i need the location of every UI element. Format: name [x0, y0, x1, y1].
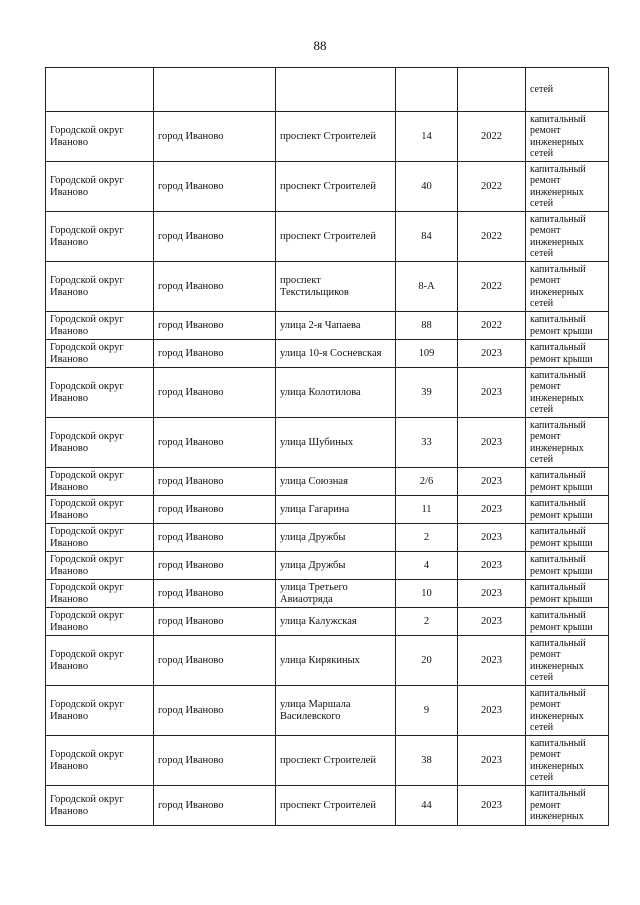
cell-city: город Иваново	[154, 418, 276, 468]
cell-year: 2023	[458, 608, 526, 636]
cell-work-type: сетей	[526, 68, 609, 112]
cell-street	[276, 68, 396, 112]
cell-city: город Иваново	[154, 340, 276, 368]
cell-city: город Иваново	[154, 368, 276, 418]
cell-work-type: капитальный ремонт крыши	[526, 496, 609, 524]
table-row	[46, 340, 609, 368]
cell-street: улица Дружбы	[276, 552, 396, 580]
cell-city: город Иваново	[154, 262, 276, 312]
cell-year: 2023	[458, 786, 526, 826]
cell-work-type: капитальный ремонт крыши	[526, 580, 609, 608]
cell-street: проспект Текстильщиков	[276, 262, 396, 312]
cell-city: город Иваново	[154, 636, 276, 686]
cell-city: город Иваново	[154, 686, 276, 736]
cell-house: 109	[396, 340, 458, 368]
cell-district: Городской округ Иваново	[46, 608, 154, 636]
cell-street: улица Дружбы	[276, 524, 396, 552]
cell-house: 2/6	[396, 468, 458, 496]
cell-year: 2023	[458, 524, 526, 552]
cell-district: Городской округ Иваново	[46, 686, 154, 736]
cell-house: 44	[396, 786, 458, 826]
cell-street: проспект Строителей	[276, 162, 396, 212]
cell-work-type: капитальный ремонт инженерных сетей	[526, 262, 609, 312]
cell-district: Городской округ Иваново	[46, 162, 154, 212]
table-row	[46, 262, 609, 312]
table-row	[46, 552, 609, 580]
cell-city: город Иваново	[154, 496, 276, 524]
cell-district: Городской округ Иваново	[46, 552, 154, 580]
page-number: 88	[313, 38, 327, 53]
cell-work-type: капитальный ремонт инженерных сетей	[526, 112, 609, 162]
cell-district: Городской округ Иваново	[46, 786, 154, 826]
cell-work-type: капитальный ремонт крыши	[526, 608, 609, 636]
cell-city: город Иваново	[154, 312, 276, 340]
cell-street: улица Гагарина	[276, 496, 396, 524]
table-row	[46, 786, 609, 826]
cell-district: Городской округ Иваново	[46, 736, 154, 786]
cell-district: Городской округ Иваново	[46, 524, 154, 552]
cell-district: Городской округ Иваново	[46, 262, 154, 312]
cell-street: проспект Строителей	[276, 212, 396, 262]
cell-street: проспект Строителей	[276, 736, 396, 786]
cell-city	[154, 68, 276, 112]
table-row	[46, 524, 609, 552]
cell-street: проспект Строителей	[276, 112, 396, 162]
cell-year: 2023	[458, 552, 526, 580]
cell-house: 10	[396, 580, 458, 608]
cell-street: улица 2-я Чапаева	[276, 312, 396, 340]
table-row	[46, 368, 609, 418]
table-row	[46, 636, 609, 686]
cell-district: Городской округ Иваново	[46, 112, 154, 162]
cell-street: улица 10-я Сосневская	[276, 340, 396, 368]
cell-city: город Иваново	[154, 786, 276, 826]
cell-house: 38	[396, 736, 458, 786]
cell-work-type: капитальный ремонт инженерных сетей	[526, 636, 609, 686]
cell-work-type: капитальный ремонт крыши	[526, 468, 609, 496]
cell-year: 2022	[458, 212, 526, 262]
table-row	[46, 686, 609, 736]
cell-year: 2023	[458, 636, 526, 686]
cell-street: улица Кирякиных	[276, 636, 396, 686]
cell-city: город Иваново	[154, 212, 276, 262]
cell-city: город Иваново	[154, 468, 276, 496]
cell-work-type: капитальный ремонт крыши	[526, 552, 609, 580]
cell-year: 2023	[458, 468, 526, 496]
table-row-continued	[46, 68, 609, 112]
cell-district: Городской округ Иваново	[46, 636, 154, 686]
cell-house: 14	[396, 112, 458, 162]
cell-work-type: капитальный ремонт крыши	[526, 340, 609, 368]
cell-year: 2023	[458, 368, 526, 418]
cell-year: 2022	[458, 262, 526, 312]
cell-house: 9	[396, 686, 458, 736]
cell-work-type: капитальный ремонт инженерных сетей	[526, 736, 609, 786]
cell-street: улица Маршала Василевского	[276, 686, 396, 736]
table-row	[46, 468, 609, 496]
cell-house: 40	[396, 162, 458, 212]
cell-city: город Иваново	[154, 112, 276, 162]
table-row	[46, 736, 609, 786]
cell-work-type: капитальный ремонт крыши	[526, 524, 609, 552]
table-body	[46, 68, 609, 826]
table-row	[46, 112, 609, 162]
cell-house: 84	[396, 212, 458, 262]
cell-year: 2022	[458, 112, 526, 162]
cell-work-type: капитальный ремонт инженерных сетей	[526, 212, 609, 262]
cell-year: 2023	[458, 686, 526, 736]
cell-year: 2023	[458, 496, 526, 524]
cell-city: город Иваново	[154, 552, 276, 580]
cell-work-type: капитальный ремонт инженерных сетей	[526, 162, 609, 212]
cell-district: Городской округ Иваново	[46, 340, 154, 368]
cell-city: город Иваново	[154, 162, 276, 212]
table-row	[46, 496, 609, 524]
cell-house: 20	[396, 636, 458, 686]
table-row	[46, 212, 609, 262]
cell-work-type: капитальный ремонт крыши	[526, 312, 609, 340]
cell-year: 2023	[458, 418, 526, 468]
cell-district: Городской округ Иваново	[46, 418, 154, 468]
cell-street: улица Шубиных	[276, 418, 396, 468]
table-row	[46, 418, 609, 468]
cell-house: 33	[396, 418, 458, 468]
cell-house: 2	[396, 608, 458, 636]
cell-house: 88	[396, 312, 458, 340]
cell-house: 11	[396, 496, 458, 524]
table-row	[46, 162, 609, 212]
cell-street: улица Союзная	[276, 468, 396, 496]
cell-work-type: капитальный ремонт инженерных сетей	[526, 686, 609, 736]
cell-house: 2	[396, 524, 458, 552]
cell-year: 2022	[458, 162, 526, 212]
cell-city: город Иваново	[154, 580, 276, 608]
cell-city: город Иваново	[154, 736, 276, 786]
cell-work-type: капитальный ремонт инженерных сетей	[526, 418, 609, 468]
cell-street: улица Третьего Авиаотряда	[276, 580, 396, 608]
cell-year: 2023	[458, 340, 526, 368]
cell-district: Городской округ Иваново	[46, 368, 154, 418]
cell-house: 8-А	[396, 262, 458, 312]
cell-work-type: капитальный ремонт инженерных	[526, 786, 609, 826]
cell-year: 2023	[458, 580, 526, 608]
cell-city: город Иваново	[154, 524, 276, 552]
cell-year	[458, 68, 526, 112]
cell-district: Городской округ Иваново	[46, 312, 154, 340]
cell-year: 2022	[458, 312, 526, 340]
cell-street: улица Калужская	[276, 608, 396, 636]
cell-district: Городской округ Иваново	[46, 468, 154, 496]
cell-year: 2023	[458, 736, 526, 786]
table-row	[46, 312, 609, 340]
cell-street: проспект Строителей	[276, 786, 396, 826]
cell-house: 39	[396, 368, 458, 418]
cell-district: Городской округ Иваново	[46, 212, 154, 262]
cell-work-type: капитальный ремонт инженерных сетей	[526, 368, 609, 418]
cell-city: город Иваново	[154, 608, 276, 636]
cell-district: Городской округ Иваново	[46, 580, 154, 608]
table-row	[46, 580, 609, 608]
table-row	[46, 608, 609, 636]
cell-street: улица Колотилова	[276, 368, 396, 418]
cell-house: 4	[396, 552, 458, 580]
cell-house	[396, 68, 458, 112]
cell-district: Городской округ Иваново	[46, 496, 154, 524]
housing-repair-table	[45, 67, 609, 826]
cell-district	[46, 68, 154, 112]
